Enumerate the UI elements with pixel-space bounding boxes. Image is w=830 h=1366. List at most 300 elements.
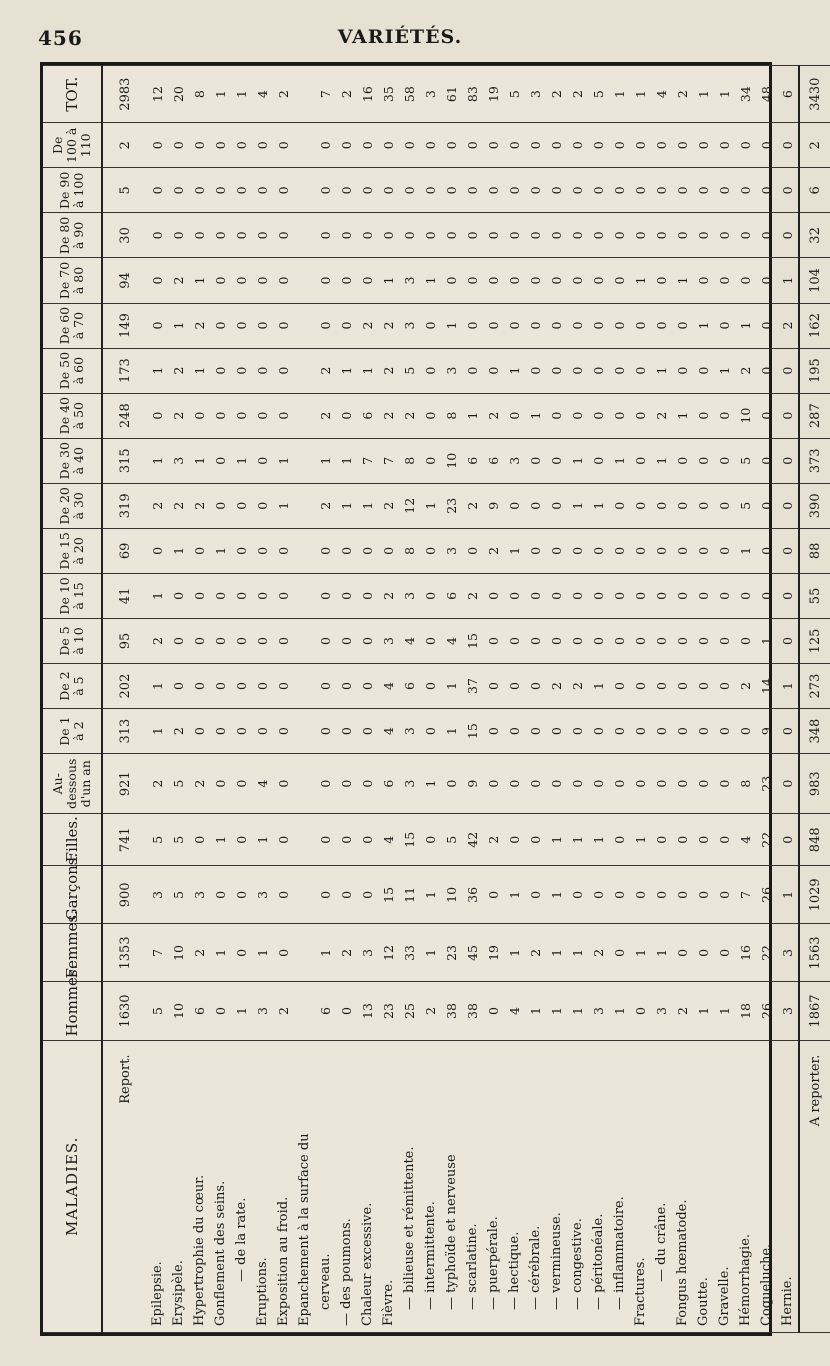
table-cell: 6 xyxy=(441,573,462,618)
table-cell: 1 xyxy=(252,924,273,982)
table-cell: 0 xyxy=(168,168,189,213)
disease-label: — du crâne. xyxy=(651,1040,672,1332)
table-cell: 0 xyxy=(210,348,231,393)
table-row xyxy=(294,66,315,1333)
table-cell: 0 xyxy=(378,168,399,213)
table-cell: 2 xyxy=(462,573,483,618)
table-cell: 30 xyxy=(102,213,147,258)
table-cell: 1 xyxy=(357,483,378,528)
table-cell: 0 xyxy=(630,982,651,1040)
table-cell: 0 xyxy=(609,866,630,924)
table-cell: 7 xyxy=(147,924,168,982)
table-cell: 0 xyxy=(609,709,630,754)
table-cell: 0 xyxy=(546,618,567,663)
table-cell: 1 xyxy=(651,924,672,982)
table-cell: 1 xyxy=(441,303,462,348)
table-cell: 6 xyxy=(189,982,210,1040)
table-cell: 0 xyxy=(504,573,525,618)
table-cell: 0 xyxy=(420,213,441,258)
table-cell: 0 xyxy=(777,348,799,393)
table-cell: 1 xyxy=(441,664,462,709)
table-cell: 12 xyxy=(147,66,168,123)
table-cell: 0 xyxy=(336,303,357,348)
table-cell: 0 xyxy=(441,168,462,213)
table-cell: 202 xyxy=(102,664,147,709)
table-cell: 0 xyxy=(546,123,567,168)
header-column: De 80 à 90 xyxy=(43,213,102,258)
table-cell: 0 xyxy=(651,528,672,573)
table-cell: 0 xyxy=(273,528,294,573)
table-cell: 1 xyxy=(672,393,693,438)
disease-label: — scarlatine. xyxy=(462,1040,483,1332)
table-cell: 0 xyxy=(315,618,336,663)
table-cell: 0 xyxy=(714,258,735,303)
table-cell: 0 xyxy=(210,483,231,528)
table-cell: 1 xyxy=(777,664,799,709)
table-cell: 0 xyxy=(336,393,357,438)
table-cell: 0 xyxy=(651,168,672,213)
table-cell: 0 xyxy=(336,866,357,924)
table-cell: 6 xyxy=(378,754,399,814)
table-cell: 1 xyxy=(147,573,168,618)
table-cell: 5 xyxy=(168,814,189,866)
table-cell: 0 xyxy=(336,709,357,754)
table-cell: 0 xyxy=(672,709,693,754)
table-cell: 0 xyxy=(273,213,294,258)
table-cell: 0 xyxy=(609,213,630,258)
table-cell: 0 xyxy=(315,866,336,924)
table-cell: 0 xyxy=(588,258,609,303)
table-cell: 1 xyxy=(693,982,714,1040)
table-cell: 3 xyxy=(588,982,609,1040)
table-cell: 1 xyxy=(252,814,273,866)
table-cell: 1 xyxy=(504,348,525,393)
table-cell: 0 xyxy=(483,213,504,258)
table-cell: 2 xyxy=(462,483,483,528)
table-cell: 2 xyxy=(189,754,210,814)
table-cell: 0 xyxy=(252,664,273,709)
table-cell: 0 xyxy=(231,573,252,618)
table-cell: 0 xyxy=(630,528,651,573)
table-cell: 2 xyxy=(378,348,399,393)
table-cell: 2 xyxy=(168,483,189,528)
table-cell: 4 xyxy=(378,709,399,754)
table-cell: 0 xyxy=(378,123,399,168)
table-cell: 0 xyxy=(231,393,252,438)
table-cell: 0 xyxy=(567,258,588,303)
table-cell: 6 xyxy=(399,664,420,709)
table-cell: 2 xyxy=(567,66,588,123)
table-cell: 0 xyxy=(357,213,378,258)
table-cell: 1 xyxy=(336,348,357,393)
table-row xyxy=(546,66,567,1333)
table-cell: 0 xyxy=(651,123,672,168)
table-cell: 3 xyxy=(525,66,546,123)
table-cell: 0 xyxy=(546,303,567,348)
table-cell: 0 xyxy=(777,213,799,258)
header-column: De 70 à 80 xyxy=(43,258,102,303)
table-row xyxy=(378,66,399,1333)
table-row xyxy=(399,66,420,1333)
table-cell: 0 xyxy=(588,348,609,393)
table-cell: 26 xyxy=(756,982,777,1040)
table-cell: 3 xyxy=(777,924,799,982)
table-row xyxy=(483,66,504,1333)
table-cell: 1 xyxy=(630,814,651,866)
table-cell: 0 xyxy=(714,618,735,663)
table-cell: 0 xyxy=(210,438,231,483)
table-cell: 2 xyxy=(483,528,504,573)
table-cell: 2 xyxy=(168,348,189,393)
table-cell: 8 xyxy=(441,393,462,438)
table-cell: 0 xyxy=(273,814,294,866)
table-cell: 0 xyxy=(189,618,210,663)
table-cell: 0 xyxy=(315,814,336,866)
table-cell: 0 xyxy=(336,664,357,709)
table-cell: 0 xyxy=(315,168,336,213)
table-cell: 1 xyxy=(189,438,210,483)
table-cell: 0 xyxy=(483,258,504,303)
table-cell: 104 xyxy=(799,258,830,303)
table-cell: 0 xyxy=(336,982,357,1040)
table-cell: 38 xyxy=(441,982,462,1040)
table-cell: 0 xyxy=(210,866,231,924)
table-cell: 0 xyxy=(462,528,483,573)
table-cell xyxy=(294,814,315,866)
table-cell: 0 xyxy=(210,258,231,303)
table-cell: 3 xyxy=(357,924,378,982)
table-cell: 1 xyxy=(567,982,588,1040)
table-cell: 0 xyxy=(693,168,714,213)
table-cell: 0 xyxy=(756,573,777,618)
table-cell: 0 xyxy=(399,168,420,213)
table-cell: 95 xyxy=(102,618,147,663)
table-cell: 15 xyxy=(462,618,483,663)
disease-label: — de la rate. xyxy=(231,1040,252,1332)
table-cell: 38 xyxy=(462,982,483,1040)
table-cell: 0 xyxy=(336,814,357,866)
table-frame xyxy=(40,62,823,1336)
table-cell: 0 xyxy=(588,709,609,754)
table-cell: 1 xyxy=(588,814,609,866)
table-cell: 0 xyxy=(546,258,567,303)
table-cell: 0 xyxy=(525,866,546,924)
table-cell: 0 xyxy=(735,258,756,303)
table-cell: 5 xyxy=(102,168,147,213)
table-cell xyxy=(294,664,315,709)
total-row xyxy=(799,66,830,1333)
table-cell: 1 xyxy=(357,348,378,393)
table-cell: 0 xyxy=(357,528,378,573)
table-cell: 1 xyxy=(168,528,189,573)
table-cell: 0 xyxy=(147,168,168,213)
table-cell: 273 xyxy=(799,664,830,709)
table-cell: 0 xyxy=(567,528,588,573)
table-cell: 14 xyxy=(756,664,777,709)
table-cell xyxy=(294,258,315,303)
table-cell: 34 xyxy=(735,66,756,123)
table-cell: 0 xyxy=(777,528,799,573)
header-column: Au-dessous d'un an xyxy=(43,754,102,814)
page-number: 456 xyxy=(38,26,83,50)
table-cell: 0 xyxy=(777,709,799,754)
table-cell: 2 xyxy=(357,303,378,348)
disease-label: — puerpérale. xyxy=(483,1040,504,1332)
table-cell: 23 xyxy=(441,924,462,982)
disease-label: — intermittente. xyxy=(420,1040,441,1332)
table-cell: 0 xyxy=(714,528,735,573)
table-cell: 0 xyxy=(651,483,672,528)
table-cell: 9 xyxy=(756,709,777,754)
table-cell: 4 xyxy=(378,664,399,709)
table-cell xyxy=(294,709,315,754)
table-cell: 3 xyxy=(777,982,799,1040)
table-cell: 1 xyxy=(462,393,483,438)
table-cell: 4 xyxy=(735,814,756,866)
table-cell: 2 xyxy=(189,483,210,528)
table-cell: 3 xyxy=(651,982,672,1040)
table-cell: 1 xyxy=(147,709,168,754)
table-cell: 3 xyxy=(441,348,462,393)
table-cell: 0 xyxy=(504,483,525,528)
table-cell: 0 xyxy=(210,982,231,1040)
table-cell: 0 xyxy=(147,258,168,303)
table-cell: 0 xyxy=(735,168,756,213)
table-cell: 0 xyxy=(504,709,525,754)
header-column: Femmes. xyxy=(43,924,102,982)
table-cell: 1630 xyxy=(102,982,147,1040)
table-cell: 0 xyxy=(672,866,693,924)
table-cell: 2 xyxy=(147,483,168,528)
table-cell: 2 xyxy=(378,393,399,438)
table-cell: 0 xyxy=(420,709,441,754)
table-cell: 0 xyxy=(693,213,714,258)
table-cell xyxy=(294,168,315,213)
disease-label: — hectique. xyxy=(504,1040,525,1332)
table-cell: 0 xyxy=(546,528,567,573)
table-cell: 1 xyxy=(735,528,756,573)
table-cell: 1 xyxy=(147,438,168,483)
table-cell: 0 xyxy=(714,754,735,814)
table-cell: 0 xyxy=(567,573,588,618)
table-cell: 6 xyxy=(799,168,830,213)
table-cell: 0 xyxy=(210,618,231,663)
table-cell: 741 xyxy=(102,814,147,866)
disease-label: Goutte. xyxy=(693,1040,714,1332)
table-cell: 0 xyxy=(462,123,483,168)
table-cell xyxy=(294,866,315,924)
table-cell: 0 xyxy=(357,123,378,168)
table-cell: 0 xyxy=(756,483,777,528)
table-cell: 0 xyxy=(546,393,567,438)
disease-label: — bilieuse et rémittente. xyxy=(399,1040,420,1332)
table-cell: 10 xyxy=(735,393,756,438)
table-cell: 900 xyxy=(102,866,147,924)
table-cell: 1 xyxy=(630,258,651,303)
table-cell: 5 xyxy=(399,348,420,393)
table-cell: 0 xyxy=(357,258,378,303)
table-cell: 0 xyxy=(609,573,630,618)
table-cell: 0 xyxy=(777,393,799,438)
table-cell: 0 xyxy=(315,258,336,303)
table-cell: 0 xyxy=(504,664,525,709)
table-cell: 983 xyxy=(799,754,830,814)
table-cell: 0 xyxy=(462,348,483,393)
table-cell: 348 xyxy=(799,709,830,754)
table-cell: 0 xyxy=(651,618,672,663)
table-cell: 0 xyxy=(567,168,588,213)
table-cell: 2 xyxy=(102,123,147,168)
header-column: De 30 à 40 xyxy=(43,438,102,483)
table-cell: 0 xyxy=(756,123,777,168)
table-cell: 55 xyxy=(799,573,830,618)
table-cell: 0 xyxy=(525,258,546,303)
table-cell: 5 xyxy=(168,754,189,814)
table-cell: 0 xyxy=(273,573,294,618)
table-cell: 0 xyxy=(567,303,588,348)
table-cell: 390 xyxy=(799,483,830,528)
table-cell: 1 xyxy=(378,258,399,303)
table-cell: 2 xyxy=(735,664,756,709)
table-cell: 33 xyxy=(399,924,420,982)
table-cell: 0 xyxy=(588,393,609,438)
table-cell: 6 xyxy=(483,438,504,483)
table-cell: 1 xyxy=(546,814,567,866)
table-cell: 1 xyxy=(420,754,441,814)
table-cell: 1 xyxy=(567,483,588,528)
table-cell: 2 xyxy=(273,982,294,1040)
table-cell: 0 xyxy=(336,213,357,258)
table-cell: 0 xyxy=(693,924,714,982)
table-cell: 0 xyxy=(273,348,294,393)
table-row xyxy=(420,66,441,1333)
table-cell: 0 xyxy=(525,754,546,814)
table-cell: 0 xyxy=(588,123,609,168)
table-cell xyxy=(294,438,315,483)
table-cell xyxy=(294,573,315,618)
disease-label: Coqueluche. xyxy=(756,1040,777,1332)
table-cell: 0 xyxy=(336,573,357,618)
table-cell: 4 xyxy=(252,66,273,123)
table-cell: 0 xyxy=(651,213,672,258)
table-cell: 1 xyxy=(336,483,357,528)
table-cell: 7 xyxy=(315,66,336,123)
table-cell: 0 xyxy=(630,213,651,258)
table-cell: 2 xyxy=(315,348,336,393)
table-cell: 1 xyxy=(441,709,462,754)
table-cell: 0 xyxy=(483,348,504,393)
table-cell: 0 xyxy=(714,814,735,866)
table-cell: 0 xyxy=(630,754,651,814)
table-cell: 1353 xyxy=(102,924,147,982)
table-cell: 0 xyxy=(252,213,273,258)
table-cell: 16 xyxy=(735,924,756,982)
table-cell: 0 xyxy=(189,664,210,709)
table-cell: 3 xyxy=(420,66,441,123)
table-cell: 1563 xyxy=(799,924,830,982)
table-cell: 1 xyxy=(588,664,609,709)
table-cell: 2 xyxy=(378,573,399,618)
table-cell: 0 xyxy=(189,528,210,573)
table-cell: 0 xyxy=(483,754,504,814)
table-cell: 0 xyxy=(504,754,525,814)
table-cell: 3 xyxy=(168,438,189,483)
table-cell: 2 xyxy=(189,303,210,348)
table-cell: 0 xyxy=(777,168,799,213)
table-cell: 4 xyxy=(504,982,525,1040)
table-cell: 0 xyxy=(462,168,483,213)
table-cell: 0 xyxy=(651,866,672,924)
table-cell: 0 xyxy=(147,123,168,168)
table-cell: 1 xyxy=(588,483,609,528)
table-cell: 13 xyxy=(357,982,378,1040)
table-cell: 0 xyxy=(651,754,672,814)
table-cell: 1 xyxy=(630,66,651,123)
table-cell: 4 xyxy=(378,814,399,866)
table-cell: 12 xyxy=(378,924,399,982)
table-cell: 0 xyxy=(693,438,714,483)
table-cell: 0 xyxy=(336,754,357,814)
table-cell: 0 xyxy=(714,168,735,213)
table-cell: 0 xyxy=(525,438,546,483)
table-cell: 0 xyxy=(525,664,546,709)
table-cell: 6 xyxy=(462,438,483,483)
table-cell: 1 xyxy=(546,866,567,924)
table-cell: 5 xyxy=(147,814,168,866)
table-cell: 0 xyxy=(588,866,609,924)
table-cell: 1 xyxy=(210,924,231,982)
table-cell: 0 xyxy=(609,924,630,982)
table-cell: 0 xyxy=(273,168,294,213)
table-cell: 0 xyxy=(567,393,588,438)
table-cell: 248 xyxy=(102,393,147,438)
table-cell: 0 xyxy=(714,393,735,438)
table-cell: 0 xyxy=(336,618,357,663)
disease-label: Gonflement des seins. xyxy=(210,1040,231,1332)
table-cell: 921 xyxy=(102,754,147,814)
table-cell: 2 xyxy=(168,393,189,438)
table-row xyxy=(567,66,588,1333)
table-cell: 1 xyxy=(651,438,672,483)
table-cell: 0 xyxy=(483,303,504,348)
disease-label: — typhoïde et nerveuse xyxy=(441,1040,462,1332)
table-cell: 15 xyxy=(378,866,399,924)
table-cell: 0 xyxy=(420,168,441,213)
table-cell xyxy=(294,754,315,814)
disease-label: Hypertrophie du cœur. xyxy=(189,1040,210,1332)
header-column: De 15 à 20 xyxy=(43,528,102,573)
table-cell: 0 xyxy=(336,123,357,168)
table-cell: 58 xyxy=(399,66,420,123)
table-cell: 0 xyxy=(462,258,483,303)
table-cell: 149 xyxy=(102,303,147,348)
table-cell: 5 xyxy=(441,814,462,866)
table-cell: 2 xyxy=(189,924,210,982)
table-cell: 25 xyxy=(399,982,420,1040)
table-cell: 0 xyxy=(609,348,630,393)
disease-label: — vermineuse. xyxy=(546,1040,567,1332)
table-cell: 0 xyxy=(630,393,651,438)
table-row xyxy=(441,66,462,1333)
table-cell: 0 xyxy=(672,754,693,814)
header-column: De 90 à 100 xyxy=(43,168,102,213)
table-cell: 1 xyxy=(420,258,441,303)
table-cell: 0 xyxy=(588,618,609,663)
table-cell: 0 xyxy=(210,213,231,258)
table-cell: 0 xyxy=(546,483,567,528)
table-cell: 0 xyxy=(693,393,714,438)
table-cell: 1 xyxy=(609,982,630,1040)
